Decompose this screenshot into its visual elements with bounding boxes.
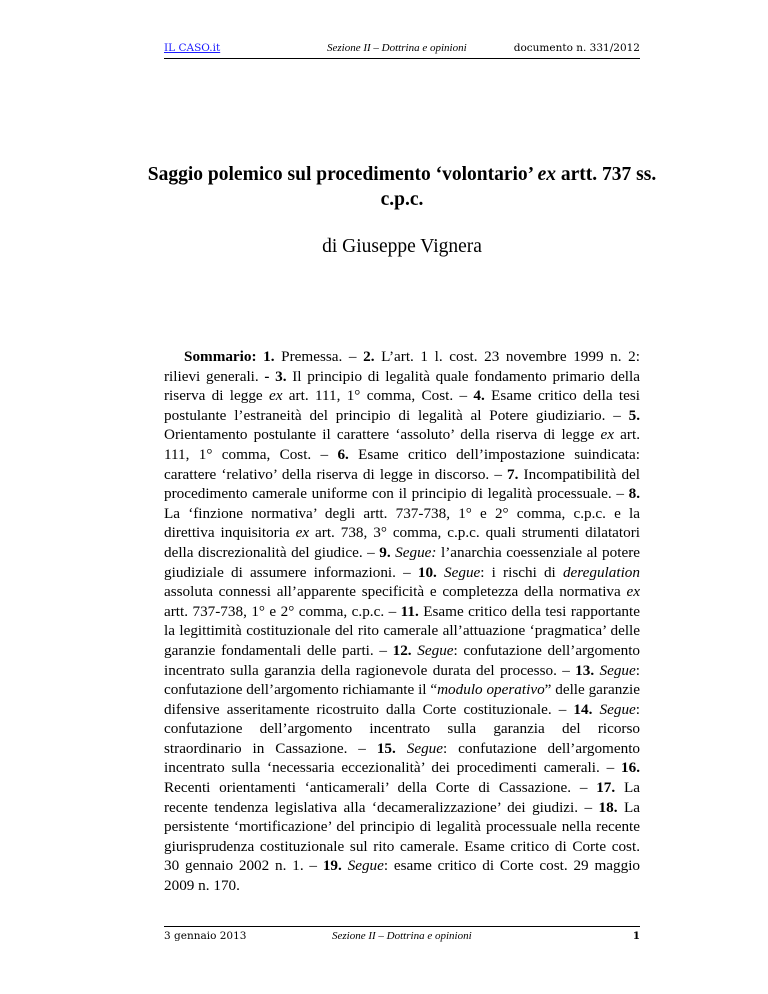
- summary-run: : confutazione dell’argomento incentrato sulla ‘necessaria eccezionalità’ dei procedimenti camerali. –: [164, 739, 641, 777]
- summary-run: : i rischi di: [480, 563, 563, 581]
- summary-run: deregulation: [562, 563, 640, 581]
- summary-run: Segue:: [395, 543, 437, 561]
- summary-run: art. 738, 3° comma, c.p.c. quali strumenti dilatatori della discrezionalità del giudice. –: [164, 524, 640, 561]
- summary-run: 10.: [417, 563, 437, 581]
- summary-run: 8.: [628, 485, 640, 503]
- summary-run: Recenti orientamenti ‘anticamerali’ della Corte di Cassazione. –: [164, 779, 597, 797]
- summary-run: art. 111, 1° comma, Cost. –: [164, 426, 640, 463]
- footer-section-label: Sezione II – Dottrina e opinioni: [332, 930, 472, 942]
- summary-run: 9.: [379, 543, 391, 561]
- summary-run: Esame critico della tesi postulante l’estraneità del principio di legalità al Potere giudiziario. –: [164, 387, 640, 424]
- author-name: di Giuseppe Vignera: [322, 236, 482, 257]
- page-number: 1: [632, 930, 640, 942]
- summary-run: ex: [626, 583, 640, 601]
- summary-run: ex: [600, 426, 614, 444]
- summary-run: Segue: [417, 641, 454, 659]
- summary-run: 6.: [337, 445, 349, 463]
- summary-run: Orientamento postulante il carattere ‘assoluto’ della riserva di legge: [164, 426, 601, 444]
- summary-run: 11.: [400, 602, 419, 620]
- summary-run: Il principio di legalità quale fondamento primario della riserva di legge: [164, 367, 640, 405]
- summary-run: Segue: [406, 739, 444, 757]
- summary-run: [592, 701, 599, 718]
- page-footer: [164, 926, 640, 943]
- summary-run: 17.: [596, 779, 616, 797]
- summary-run: 13.: [575, 661, 595, 679]
- summary-run: 2.: [363, 348, 375, 365]
- summary-run: - 3.: [264, 367, 287, 385]
- site-link[interactable]: IL CASO.it: [164, 42, 221, 54]
- page-header: [164, 42, 640, 59]
- summary-run: Esame critico dell’impostazione suindicata: carattere ‘relativo’ della riserva di legge in discorso. –: [164, 445, 640, 483]
- summary-run: 7.: [507, 465, 519, 483]
- summary-run: ex: [269, 387, 283, 405]
- summary-run: : confutazione dell’argomento richiamante il “: [164, 661, 640, 699]
- summary-run: Premessa. –: [274, 348, 364, 365]
- title-part-1: Saggio polemico sul procedimento ‘volontario’: [147, 164, 538, 185]
- document-title: [130, 162, 674, 212]
- summary-run: modulo operativo: [437, 681, 545, 699]
- summary-run: 14.: [573, 700, 593, 718]
- summary-run: La recente tendenza legislativa alla ‘decameralizzazione’ dei giudizi. –: [164, 779, 640, 816]
- summary-run: Segue: [599, 700, 636, 718]
- summary-run: Segue: [347, 857, 384, 875]
- summary-run: art. 111, 1° comma, Cost. –: [282, 387, 474, 405]
- summary-run: 18.: [598, 798, 618, 816]
- summary-run: : confutazione dell’argomento incentrato sulla garanzia del ricorso straordinario in Cassazione. –: [164, 700, 641, 757]
- summary-run: : confutazione dell’argomento incentrato sulla garanzia della ragionevole durata del processo. –: [164, 641, 641, 679]
- summary-run: : esame critico di Corte cost. 29 maggio 2009 n. 170.: [164, 857, 641, 895]
- summary-run: La persistente ‘mortificazione’ del principio di legalità processuale nella recente giurisprudenza costituzionale sul rito camerale. Esame critico di Corte cost. 30 gennaio 2002 n. 1. –: [164, 798, 640, 875]
- summary-run: Incompatibilità del procedimento camerale uniforme con il principio di legalità processuale. –: [164, 465, 640, 503]
- summary-run: L’art. 1 l. cost. 23 novembre 1999 n. 2: rilievi generali.: [164, 348, 640, 385]
- summary-run: Segue: [444, 563, 481, 581]
- summary-run: Esame critico della tesi rapportante la legittimità costituzionale del rito camerale all’attuazione ‘pragmatica’ delle garanzie fondamentali delle parti. –: [164, 602, 640, 659]
- summary-run: 5.: [628, 406, 640, 424]
- summary-run: ” delle garanzie difensive asseritamente ricostruito dalla Corte costituzionale. –: [164, 681, 640, 718]
- title-part-3: artt. 737 ss. c.p.c.: [380, 164, 657, 210]
- summary-run: La ‘finzione normativa’ degli artt. 737-738, 1° e 2° comma, c.p.c. e la direttiva inquisitoria: [164, 504, 640, 542]
- summary-run: Segue: [599, 661, 636, 679]
- document-number: documento n. 331/2012: [513, 42, 640, 54]
- footer-date: 3 gennaio 2013: [164, 930, 247, 942]
- summary-run: 4.: [473, 387, 485, 405]
- summary-run: artt. 737-738, 1° e 2° comma, c.p.c. –: [164, 602, 401, 620]
- header-section-label: Sezione II – Dottrina e opinioni: [327, 42, 467, 54]
- summary-run: 12.: [392, 641, 412, 659]
- summary-paragraph: [164, 347, 640, 896]
- summary-run: ex: [295, 524, 310, 542]
- summary-run: [396, 740, 407, 757]
- summary-run: [437, 564, 444, 581]
- summary-run: assoluta connessi all’apparente specificità e completezza della normativa: [164, 583, 627, 601]
- summary-run: 15.: [376, 739, 396, 757]
- summary-run: 16.: [621, 759, 640, 777]
- title-part-2: ex: [537, 164, 556, 185]
- summary-run: 19.: [322, 857, 342, 875]
- summary-run: Sommario: 1.: [184, 348, 275, 365]
- summary-run: l’anarchia coessenziale al potere giudiziale di assumere informazioni. –: [164, 543, 641, 581]
